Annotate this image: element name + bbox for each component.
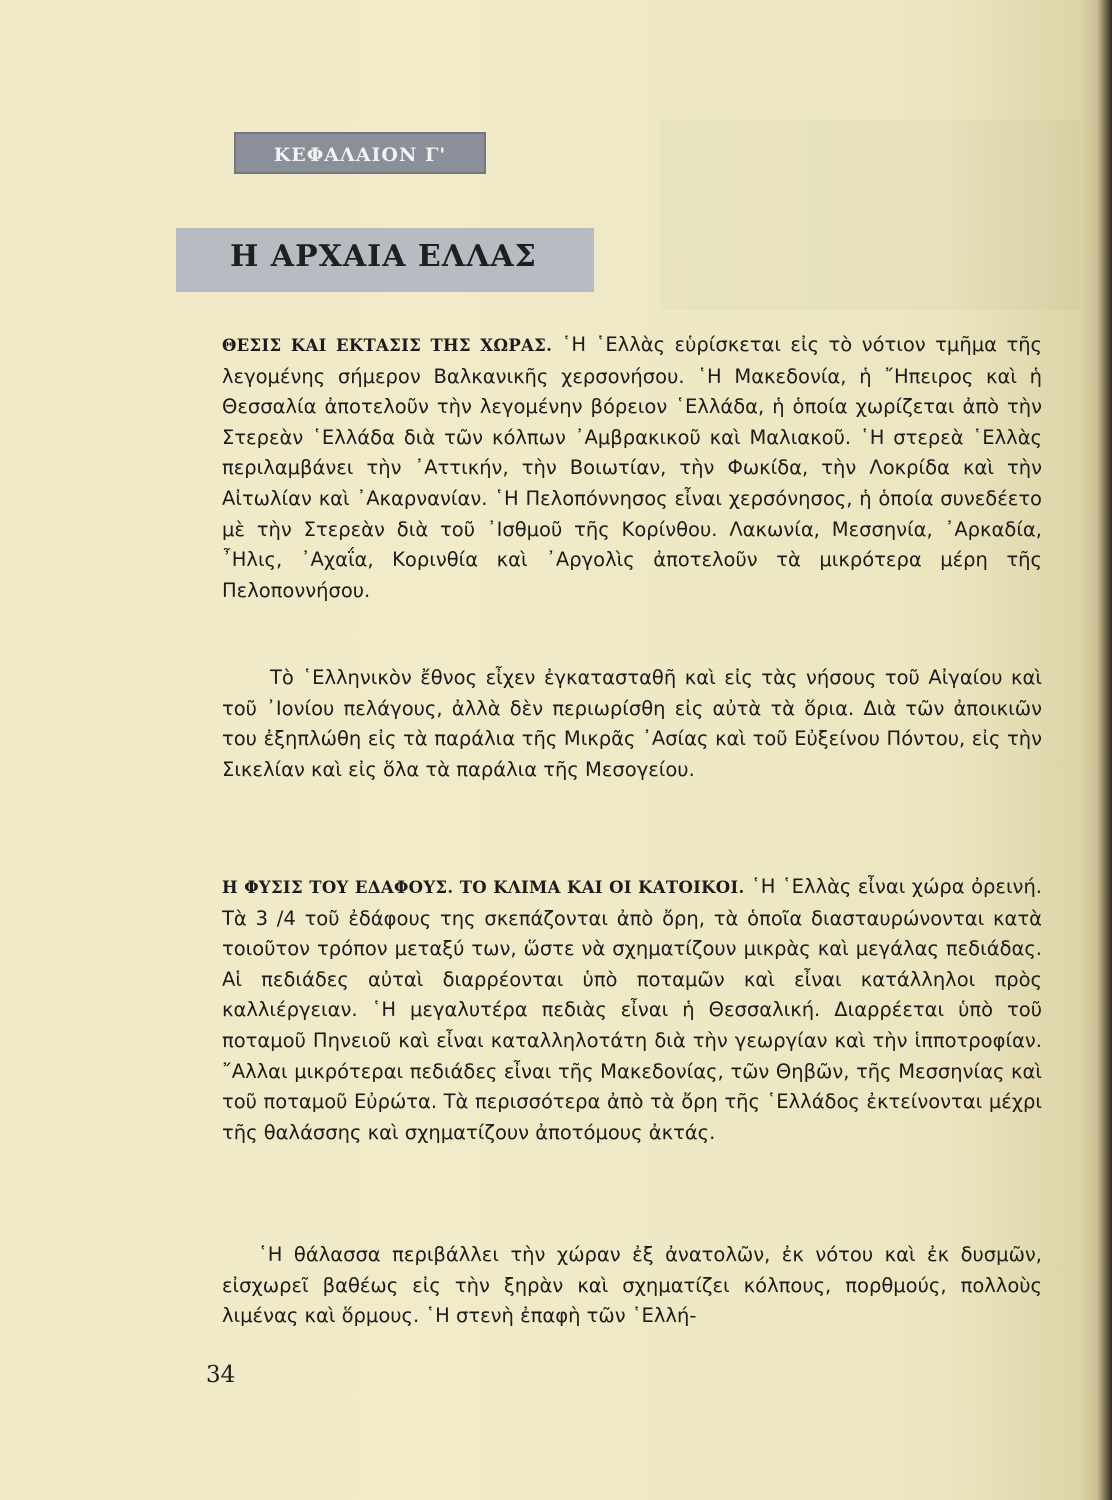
page-number: 34 [206,1362,236,1388]
bleed-through-text [660,120,1080,310]
section-2-paragraph-1 [222,872,1042,1148]
section-1-heading: ΘΕΣΙΣ ΚΑΙ ΕΚΤΑΣΙΣ ΤΗΣ ΧΩΡΑΣ. [222,336,553,355]
chapter-title: Η ΑΡΧΑΙΑ ΕΛΛΑΣ [176,228,594,292]
section-1-paragraph-1 [222,330,1042,606]
section-2-paragraph-2: ῾Η θάλασσα περιβάλλει τὴν χώραν ἐξ ἀνατολῶν, ἐκ νότου καὶ ἐκ δυσμῶν, εἰσχωρεῖ βαθέως εἰς τὴν ξηρὰν καὶ σχηματίζει κόλπους, πορθμούς, πολλοὺς λιμένας καὶ ὅρμους. ῾Η στενὴ ἐπαφὴ τῶν ῾Ελλή- [222,1243,1042,1328]
section-2-heading: Η ΦΥΣΙΣ ΤΟΥ ΕΔΑΦΟΥΣ. ΤΟ ΚΛΙΜΑ ΚΑΙ ΟΙ ΚΑΤΟΙΚΟΙ. [222,878,745,897]
section-2-paragraph-1-text: ῾Η ῾Ελλὰς εἶναι χώρα ὀρεινή. Τὰ 3 /4 τοῦ ἐδάφους της σκεπάζονται ἀπὸ ὄρη, τὰ ὁποῖα διασταυρώνονται κατὰ τοιοῦτον τρόπον μεταξύ των, ὥστε νὰ σχηματίζουν μικρὰς καὶ μεγάλας πεδιάδας. Αἱ πεδιάδες αὐταὶ διαρρέονται ὑπὸ ποταμῶν καὶ εἶναι κατάλληλοι πρὸς καλλιέργειαν. ῾Η μεγαλυτέρα πεδιὰς εἶναι ἡ Θεσσαλική. Διαρρέεται ὑπὸ τοῦ ποταμοῦ Πηνειοῦ καὶ εἶναι καταλληλοτάτη διὰ τὴν γεωργίαν καὶ τὴν ἱπποτροφίαν. ῎Αλλαι μικρότεραι πεδιάδες εἶναι τῆς Μακεδονίας, τῶν Θηβῶν, τῆς Μεσσηνίας καὶ τοῦ ποταμοῦ Εὐρώτα. Τὰ περισσότερα ἀπὸ τὰ ὄρη τῆς ῾Ελλάδος ἐκτείνονται μέχρι τῆς θαλάσσης καὶ σχηματίζουν ἀποτόμους ἀκτάς. [222,875,1043,1144]
book-spine-edge [1098,0,1112,1500]
section-1-paragraph-1-text: ῾Η ῾Ελλὰς εὑρίσκεται εἰς τὸ νότιον τμῆμα τῆς λεγομένης σήμερον Βαλκανικῆς χερσονήσου. ῾Η Μακεδονία, ἡ ῎Ηπειρος καὶ ἡ Θεσσαλία ἀποτελοῦν τὴν λεγομένην βόρειον ῾Ελλάδα, ἡ ὁποία χωρίζεται ἀπὸ τὴν Στερεὰν ῾Ελλάδα διὰ τῶν κόλπων ᾿Αμβρακικοῦ καὶ Μαλιακοῦ. ῾Η στερεὰ ῾Ελλὰς περιλαμβάνει τὴν ᾿Αττικήν, τὴν Βοιωτίαν, τὴν Φωκίδα, τὴν Λοκρίδα καὶ τὴν Αἰτωλίαν καὶ ᾿Ακαρνανίαν. ῾Η Πελοπόννησος εἶναι χερσόνησος, ἡ ὁποία συνεδέετο μὲ τὴν Στερεὰν διὰ τοῦ ᾿Ισθμοῦ τῆς Κορίνθου. Λακωνία, Μεσσηνία, ᾿Αρκαδία, ῏Ηλις, ᾿Αχαΐα, Κορινθία καὶ ᾿Αργολὶς ἀποτελοῦν τὰ μικρότερα μέρη τῆς Πελοποννήσου. [222,333,1042,602]
chapter-label: ΚΕΦΑΛΑΙΟΝ Γ' [234,132,486,174]
section-1-paragraph-2: Τὸ ῾Ελληνικὸν ἔθνος εἶχεν ἐγκατασταθῆ καὶ εἰς τὰς νήσους τοῦ Αἰγαίου καὶ τοῦ ᾿Ιονίου πελάγους, ἀλλὰ δὲν περιωρίσθη εἰς αὐτὰ τὰ ὅρια. Διὰ τῶν ἀποικιῶν του ἐξηπλώθη εἰς τὰ παράλια τῆς Μικρᾶς ᾿Ασίας καὶ τοῦ Εὐξείνου Πόντου, εἰς τὴν Σικελίαν καὶ εἰς ὅλα τὰ παράλια τῆς Μεσογείου. [222,666,1042,781]
